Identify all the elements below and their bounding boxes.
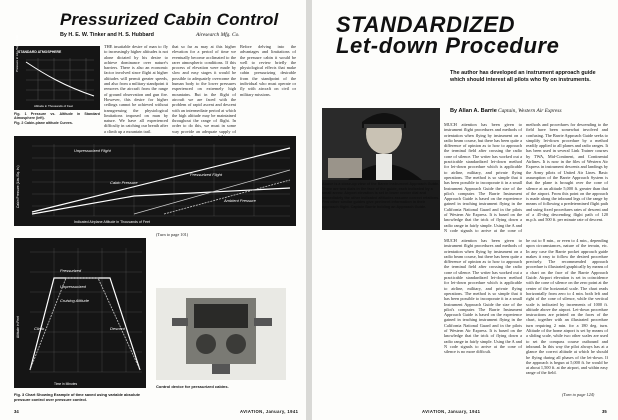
figure-3-caption: Fig. 3 Chart Showing Example of time saved using variable absolute pressure control over pressure control. xyxy=(14,392,141,402)
pressurized-profile xyxy=(30,278,140,370)
control-device-drawing xyxy=(156,288,286,380)
figure-1-caption: Fig. 1 Pressure vs. Altitude in Standard Atmosphere (left). Fig. 2 Cabin-plane altitude Curves. xyxy=(14,112,100,125)
left-column-3: Before delving into the advantages and limitations of the pressure cabin it would be well to review briefly the physiological effects that make cabin pressurizing desirable from the standpoint of the individual who must operate or fly with aircraft on civil or military missions. xyxy=(240,44,296,97)
control-device-photo xyxy=(156,288,286,380)
right-folio: AVIATION, January, 1941 xyxy=(422,409,481,414)
figure-3-label-1: Pressurized xyxy=(60,268,82,273)
figure-1-chart xyxy=(14,34,100,110)
figure-3-xlabel: Time in Minutes xyxy=(54,382,78,386)
article-deck: The author has developed an instrument approach guide which should interest all pilots who fly on instruments. xyxy=(450,70,596,84)
cabin-line xyxy=(164,180,290,214)
photo-caption: Above is a close-up view of the Barrie Instrument Approach Guide. There are two dials in the face of the guide, each indicated by a small arrow. Airport elevation is set in lower center dial and immediately the other indicated altitudes assume correct relations. Few other similar guides give pertinent information in their approach flight. Captain Barrie holding an Approach Guide. xyxy=(322,182,440,209)
article-title-right xyxy=(336,14,560,56)
figure-1-ylabel: Pressure in Lbs./Sq. In. Abs. xyxy=(15,34,19,72)
pilot-photo-image xyxy=(322,108,440,180)
figure-3-label-2: Unpressurized xyxy=(60,284,86,289)
left-page-number: 34 xyxy=(14,409,19,414)
left-folio: AVIATION, January, 1941 xyxy=(240,409,299,414)
article-byline-right: By Allan A. Barrie xyxy=(450,108,497,114)
figure-2-label-3: Pressurized Flight xyxy=(190,172,223,177)
figure-2-label-4: Ambient Pressure xyxy=(224,198,256,203)
pressure-curve xyxy=(26,62,94,96)
figure-3-label-4: Descent xyxy=(110,326,125,331)
right-column-2: methods and procedures for descending to the field have been somewhat involved and confusing. The Barrie Approach Guide seeks to simplify let-down procedure by a method readily applied to all planes and radio ranges. It has been used in several Link Trainer courses by TWA, Mid-Continent, and Continental Airlines. It is now in the files of Western Air Express in instrument descents and landings by the Army pilots of United Air Lines. Basic assumption of the Barrie Approach System is that the plane is brought over the cone of silence at an altitude 5,000 ft. greater than that of the airport. From this point on the approach is made along the inbound legs of the range by means of following a predetermined flight path and using fixed procedures rates of descent and of a 45-deg descending flight path of 120 m.p.h. and 500 ft. per minute rate of descent. xyxy=(526,122,608,223)
article-affiliation-right: Captain, Western Air Express xyxy=(498,108,562,114)
figure-2-label-2: Cabin Pressure xyxy=(110,180,138,185)
figure-2-plot xyxy=(14,136,296,226)
figure-1-plot xyxy=(14,46,100,110)
right-column-3: be cut to 8 min., or even to 4 min., depending upon circumstances, nature of the terrain, etc. In any case the Barrie pocket approach guide makes it easy to follow the desired procedure precisely. The recommended approach procedure is illustrated graphically by means of a chart on the face of the Barrie Approach Guide. Airport elevation is set in coincidence with the cone of silence on the zero point at the center of the horizontal scale. The chart reads horizontally from zero to 4 min. both left and right of the cone of silence, while the vertical scale is indicated by increments of 1000 ft. altitude above the airport. Let-down procedure instructions are printed on the faces of the chart, together with an illustrated procedure turn requiring 2 min. for a 180 deg. turn. Altitude of the home airport is set by means of a sliding scale, while two other scales are used to set the compass course outbound and inbound. In this way the pilot always has at a glance the correct altitude at which he should be flying during all phases of the let-down. If the approach is begun at 5,000 ft. he would be at about 1,500 ft. at the airport, and within easy range of the field. xyxy=(526,238,608,376)
figure-3-ylabel: Altitude in Feet xyxy=(16,316,20,338)
unpressurized-profile xyxy=(30,278,140,370)
title-line-2: Let-down Procedure xyxy=(336,33,560,58)
figure-2-chart xyxy=(14,136,296,226)
right-continued: (Turn to page 124) xyxy=(562,392,595,397)
pilot-photo xyxy=(322,108,440,230)
figure-2-xlabel: Indicated Airplane Altitude in Thousands of Feet xyxy=(74,220,151,224)
figure-1-xlabel: Altitude in Thousands of Feet xyxy=(34,104,73,108)
article-byline: By H. E. W. Tinker and H. S. Hubbard xyxy=(60,32,154,38)
article-affiliation: Airesearch Mfg. Co. xyxy=(196,32,240,38)
figure-2-label-1: Unpressurized Flight xyxy=(74,148,111,153)
right-column-1: MUCH attention has been given to instrument flight procedures and methods of orientation when flying by instrument on a radio beam course, but there has been quite a difference of opinion as to how to approach the terminal field after crossing the radio cone of silence. The writer has worked out a practicable standardized let-down method for let-down procedure which is applicable to airline, military, and private flying operations. The method is so simple that it has been possible to incorporate it in a small Instrument Approach Guide the size of the pilot's computer. The Barrie Instrument Approach Guide is based on the experience gained in teaching instrument flying in the California National Guard and in the pilots of Western Air Express. It is based on the knowledge that the trick of flying down a radio range in fairly simple. Using the A and N code signals to arrive at the cone of xyxy=(444,122,522,233)
left-page xyxy=(0,0,306,420)
right-column-4: MUCH attention has been given to instrument flight procedures and methods of orientation when flying by instrument on a radio beam course, but there has been quite a difference of opinion as to how to approach the terminal field after crossing the radio cone of silence. The writer has worked out a practicable standardized let-down method for let-down procedure which is applicable to airline, military, and private flying operations. The method is so simple that it has been possible to incorporate it in a small Instrument Approach Guide the size of the pilot's computer. The Barrie Instrument Approach Guide is based on the experience gained in teaching instrument flying in the California National Guard and in the pilots of Western Air Express. It is based on the knowledge that the trick of flying down a radio range in fairly simple. Using the A and N code signals to arrive at the cone of silence is no more difficult. xyxy=(444,238,522,355)
figure-3-chart xyxy=(14,238,146,388)
left-column-2: that so far as may at this higher elevation for a period of time we eventually become acclimated to the rarer atmospheric conditions. If this process of elevation were made by slow and easy stages it would be possible to adequately overcome the human body to the lower pressures experienced on extremely high mountains. But in the flight of aircraft we are faced with the problem of rapid ascent and descent with an intermediate period at which the high altitude may be maintained throughout the range of flight. In order to do this, we must in some way provide an adequate supply of xyxy=(172,44,236,134)
figure-3-label-3: Cruising Altitude xyxy=(60,298,89,303)
figure-3-plot xyxy=(14,238,146,388)
left-column-1: THE insatiable desire of man to fly to increasingly higher altitudes is not alone dictated by his desire to achieve dominance over nature's barriers. There is also an economic factor involved since flight at higher altitudes will permit greater speeds, and also from a military standpoint it removes the aircraft from the range of ground observation and gun fire. However, this desire for higher ceilings cannot be achieved without transgressing the physiological limitations imposed on man by nature. We have all experienced difficulty in catching our breath after a climb up a mountain trail. xyxy=(104,44,168,134)
title-line-1: STANDARDIZED xyxy=(336,12,516,37)
figure-1-title: STANDARD ATMOSPHERE xyxy=(18,50,62,54)
left-continued-column: (Turn to page 101) xyxy=(156,232,189,237)
right-page xyxy=(312,0,618,420)
article-title: Pressurized Cabin Control xyxy=(60,10,279,29)
figure-2-ylabel: Cabin Pressure (Lbs./Sq. In.) xyxy=(16,165,20,208)
device-caption: Control device for pressurized cabins. xyxy=(156,384,229,389)
right-page-number: 35 xyxy=(602,409,607,414)
figure-3-label-5: Climb xyxy=(34,326,45,331)
